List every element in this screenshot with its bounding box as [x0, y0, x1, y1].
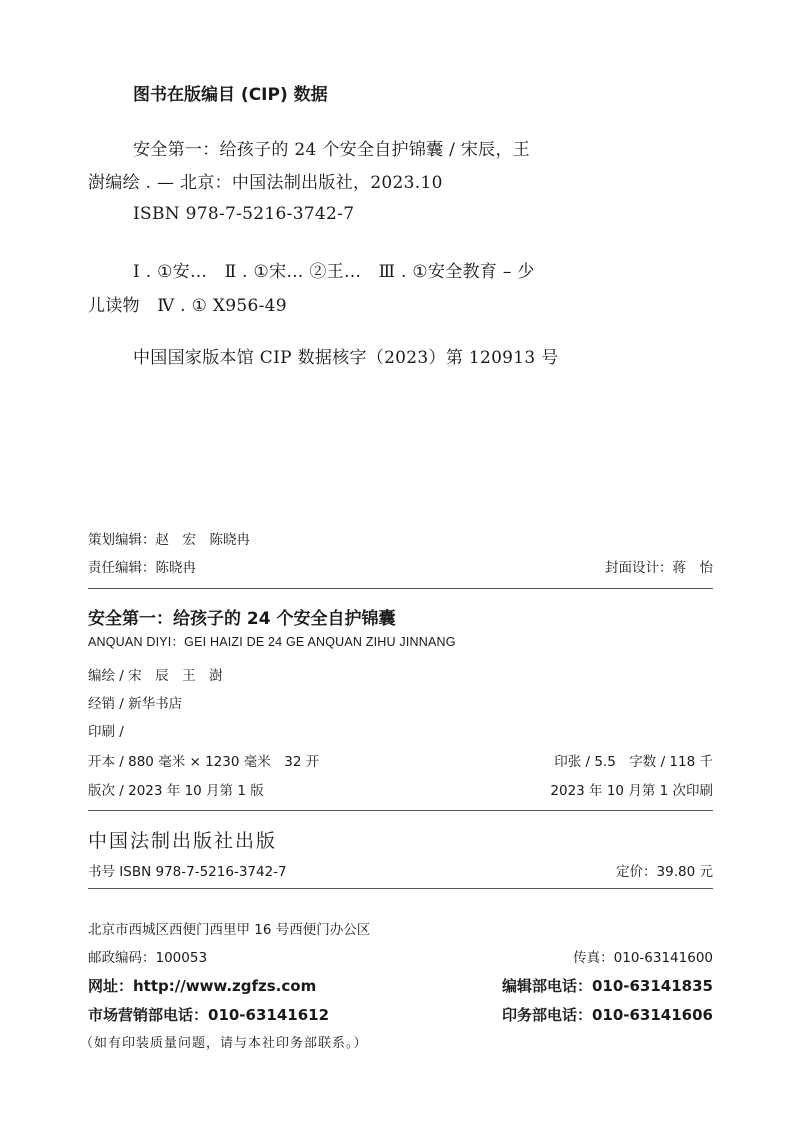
printing-phone: 印务部电话：010-63141606 [501, 1006, 713, 1024]
publisher-fax: 传真：010-63141600 [573, 950, 713, 966]
cip-classification-2: 儿读物 Ⅳ . ① X956-49 [88, 296, 287, 316]
divider-middle [88, 810, 713, 811]
book-sheets: 印张 / 5.5 字数 / 118 千 [554, 754, 713, 770]
book-printing: 2023 年 10 月第 1 次印刷 [550, 783, 713, 799]
cip-classification-1: Ⅰ . ①安… Ⅱ . ①宋… ②王… Ⅲ . ①安全教育 – 少 [133, 262, 535, 282]
publisher-website: 网址：http://www.zgfzs.com [88, 977, 317, 995]
book-edition: 版次 / 2023 年 10 月第 1 版 [88, 783, 264, 799]
cip-line-1: 安全第一：给孩子的 24 个安全自护锦囊 / 宋辰，王 [133, 140, 531, 160]
book-title: 安全第一：给孩子的 24 个安全自护锦囊 [88, 609, 396, 629]
cover-design-credit: 封面设计：蒋 怡 [605, 560, 713, 576]
book-distributor: 经销 / 新华书店 [88, 696, 183, 712]
editorial-phone: 编辑部电话：010-63141835 [501, 977, 713, 995]
book-format: 开本 / 880 毫米 × 1230 毫米 32 开 [88, 754, 320, 770]
cip-title: 图书在版编目 (CIP) 数据 [133, 85, 328, 105]
planner-credit: 策划编辑：赵 宏 陈晓冉 [88, 532, 250, 548]
cip-record-number: 中国国家版本馆 CIP 数据核字（2023）第 120913 号 [133, 348, 559, 368]
cip-line-2: 澍编绘 . — 北京：中国法制出版社，2023.10 [88, 173, 443, 193]
book-isbn: 书号 ISBN 978-7-5216-3742-7 [88, 864, 287, 880]
editor-credit: 责任编辑：陈晓冉 [88, 560, 196, 576]
book-printer: 印刷 / [88, 724, 124, 740]
book-authors: 编绘 / 宋 辰 王 澍 [88, 668, 223, 684]
divider-top [88, 588, 713, 589]
cip-isbn: ISBN 978-7-5216-3742-7 [133, 204, 355, 224]
divider-bottom [88, 888, 713, 889]
publisher-name: 中国法制出版社出版 [88, 830, 278, 852]
book-title-pinyin: ANQUAN DIYI：GEI HAIZI DE 24 GE ANQUAN ZIHU JINNANG [88, 635, 456, 649]
publisher-address: 北京市西城区西便门西里甲 16 号西便门办公区 [88, 922, 371, 938]
publisher-postcode: 邮政编码：100053 [88, 950, 208, 966]
quality-note: （如有印装质量问题，请与本社印务部联系。） [80, 1036, 368, 1051]
book-price: 定价：39.80 元 [616, 864, 713, 880]
marketing-phone: 市场营销部电话：010-63141612 [88, 1006, 330, 1024]
